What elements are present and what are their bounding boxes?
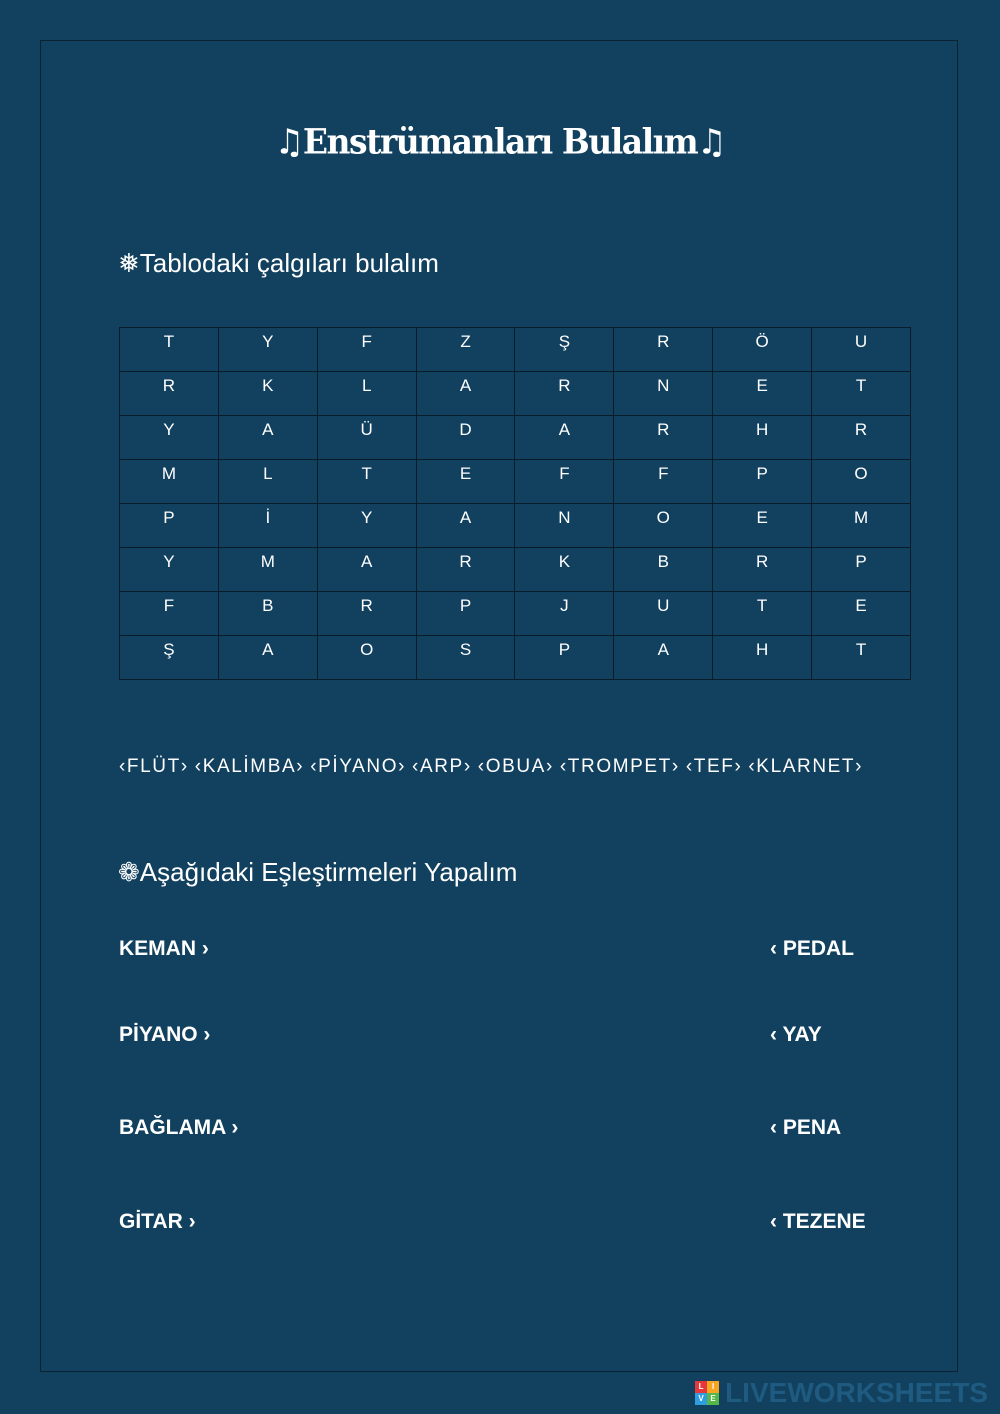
grid-cell[interactable]: İ [218,504,317,548]
grid-cell[interactable]: P [812,548,911,592]
grid-cell[interactable]: Y [120,548,219,592]
match-right-item[interactable]: ‹ YAY [770,1023,822,1046]
grid-row [120,372,911,416]
match-left-item[interactable]: BAĞLAMA › [119,1116,239,1139]
grid-cell[interactable]: Y [218,328,317,372]
liveworksheets-logo-icon: L I V E [695,1381,719,1405]
grid-cell[interactable]: P [120,504,219,548]
grid-row [120,504,911,548]
grid-cell[interactable]: O [614,504,713,548]
grid-cell[interactable]: Ü [317,416,416,460]
grid-cell[interactable]: R [416,548,515,592]
grid-cell[interactable]: O [317,636,416,680]
match-right-item[interactable]: ‹ TEZENE [770,1210,866,1233]
grid-cell[interactable]: A [317,548,416,592]
grid-cell[interactable]: H [713,636,812,680]
grid-cell[interactable]: Y [317,504,416,548]
match-right-item[interactable]: ‹ PEDAL [770,937,854,960]
grid-row [120,460,911,504]
word-bank-item: ‹FLÜT› [119,756,189,777]
grid-cell[interactable]: T [120,328,219,372]
grid-cell[interactable]: R [317,592,416,636]
grid-cell[interactable]: F [120,592,219,636]
word-bank [119,756,869,778]
word-bank-item: ‹TROMPET› [559,756,680,777]
grid-cell[interactable]: S [416,636,515,680]
grid-cell[interactable]: M [120,460,219,504]
section-heading-match: ❁Aşağıdaki Eşleştirmeleri Yapalım [118,857,518,887]
grid-cell[interactable]: E [713,372,812,416]
grid-cell[interactable]: T [812,372,911,416]
grid-cell[interactable]: Ö [713,328,812,372]
grid-cell[interactable]: F [317,328,416,372]
liveworksheets-watermark [695,1378,988,1408]
grid-cell[interactable]: A [614,636,713,680]
grid-cell[interactable]: K [218,372,317,416]
grid-cell[interactable]: P [416,592,515,636]
grid-cell[interactable]: O [812,460,911,504]
grid-cell[interactable]: P [713,460,812,504]
match-left-item[interactable]: KEMAN › [119,937,209,960]
grid-cell[interactable]: D [416,416,515,460]
grid-cell[interactable]: J [515,592,614,636]
grid-cell[interactable]: F [614,460,713,504]
grid-cell[interactable]: Z [416,328,515,372]
grid-cell[interactable]: R [713,548,812,592]
grid-cell[interactable]: L [218,460,317,504]
word-bank-item: ‹TEF› [685,756,743,777]
grid-cell[interactable]: L [317,372,416,416]
grid-cell[interactable]: A [515,416,614,460]
grid-cell[interactable]: U [812,328,911,372]
grid-cell[interactable]: Ş [515,328,614,372]
grid-cell[interactable]: T [317,460,416,504]
grid-cell[interactable]: N [515,504,614,548]
grid-cell[interactable]: T [713,592,812,636]
page-title: ♫Enstrümanları Bulalım♫ [274,121,726,162]
grid-cell[interactable]: M [218,548,317,592]
grid-cell[interactable]: T [812,636,911,680]
grid-cell[interactable]: R [614,328,713,372]
grid-cell[interactable]: R [614,416,713,460]
grid-row [120,592,911,636]
word-search-grid [119,327,911,680]
section-heading-find: ❅Tablodaki çalgıları bulalım [118,248,439,278]
grid-row [120,416,911,460]
grid-cell[interactable]: A [218,416,317,460]
grid-cell[interactable]: P [515,636,614,680]
grid-cell[interactable]: N [614,372,713,416]
grid-row [120,328,911,372]
grid-cell[interactable]: B [218,592,317,636]
grid-cell[interactable]: M [812,504,911,548]
word-bank-item: ‹KLARNET› [748,756,864,777]
grid-cell[interactable]: A [218,636,317,680]
grid-cell[interactable]: H [713,416,812,460]
match-left-item[interactable]: GİTAR › [119,1210,196,1233]
grid-cell[interactable]: U [614,592,713,636]
grid-cell[interactable]: E [416,460,515,504]
grid-cell[interactable]: Y [120,416,219,460]
grid-cell[interactable]: K [515,548,614,592]
grid-cell[interactable]: R [812,416,911,460]
grid-cell[interactable]: Ş [120,636,219,680]
word-bank-item: ‹PİYANO› [310,756,407,777]
word-bank-item: ‹OBUA› [477,756,554,777]
match-left-item[interactable]: PİYANO › [119,1023,211,1046]
grid-cell[interactable]: F [515,460,614,504]
grid-cell[interactable]: E [713,504,812,548]
watermark-text: LIVEWORKSHEETS [725,1377,988,1408]
page-frame [40,40,958,1372]
match-right-item[interactable]: ‹ PENA [770,1116,842,1139]
grid-cell[interactable]: B [614,548,713,592]
grid-cell[interactable]: R [120,372,219,416]
grid-row [120,548,911,592]
grid-cell[interactable]: R [515,372,614,416]
word-bank-item: ‹KALİMBA› [194,756,305,777]
grid-cell[interactable]: E [812,592,911,636]
grid-cell[interactable]: A [416,372,515,416]
grid-row [120,636,911,680]
word-bank-item: ‹ARP› [412,756,472,777]
grid-cell[interactable]: A [416,504,515,548]
